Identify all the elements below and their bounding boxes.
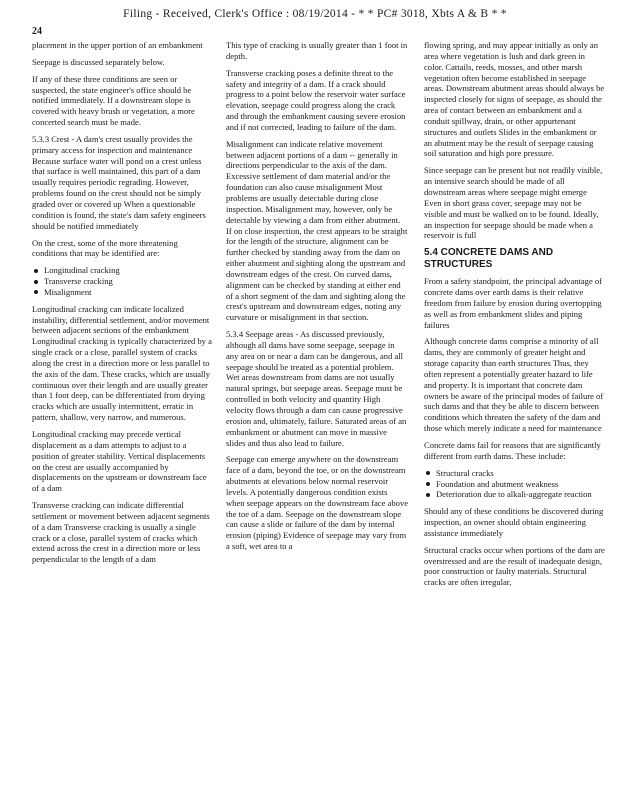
paragraph: Seepage is discussed separately below.	[32, 56, 165, 67]
failure-reasons-list	[424, 468, 606, 501]
column-3	[424, 40, 606, 594]
paragraph: Should any of these conditions be discovered during inspection, an owner should obtain engineering assistance immediately	[424, 506, 604, 538]
paragraph: Concrete dams fail for reasons that are significantly different from earth dams. These include:	[424, 440, 601, 461]
list-item: Misalignment	[32, 287, 214, 298]
paragraph: Seepage can emerge anywhere on the downstream face of a dam, beyond the toe, or on the downstream abutments at elevations below normal reservoir levels. A potentially dangerous condition exists when seepage appears on the downstream face above the toe of a dam. Seepage on the downstream slope can cause a slide or failure of the dam by internal erosion (piping) Evidence of seepage may vary from a soft, wet area to a	[226, 454, 409, 552]
filing-stamp: Filing - Received, Clerk's Office : 08/19/2014 - * * PC# 3018, Xbts A & B * *	[123, 8, 507, 20]
paragraph: Misalignment can indicate relative movement between adjacent portions of a dam -- generally in directions perpendicular to the axis of the dam. Excessive settlement of dam material and/or the foundation can also cause misalignment Most problems are usually detectable during close inspection. Misalignment may, however, only be detectable by viewing a dam from either abutment. If on close inspection, the crest appears to be straight for the length of the structure, alignment can be further checked by standing away from the dam on either abutment and sighting along the upstream and downstream edges of the crest. On curved dams, alignment can be checked by standing at either end of a short segment of the dam and sighting along the crest's upstream and downstream edges, noting any curvature or misalignment in that section.	[226, 138, 408, 323]
list-item: Deterioration due to alkali-aggregate reaction	[424, 489, 606, 500]
crest-conditions-list	[32, 265, 214, 298]
paragraph: flowing spring, and may appear initially as only an area where vegetation is lush and dark green in color. Cattails, reeds, mosses, and other marsh vegetation often become established in seepage areas. Downstream abutment areas should always be inspected closely for signs of seepage, as should the area of contact between an embankment and a conduit spillway, drain, or other appurtenant structures and outlets Slides in the embankment or an abutment may be the result of seepage causing soil saturation and high pore pressure.	[424, 40, 605, 159]
paragraph: On the crest, some of the more threatening conditions that may be identified are:	[32, 237, 178, 259]
paragraph: Although concrete dams comprise a minority of all dams, they are commonly of greater height and storage capacity than earth structures Thus, they often represent a potentially greater hazard to life and property. It is important that concrete dam owners be aware of the principal modes of failure of such dams and that they be able to discern between conditions which threaten the safety of the dam and those which merely indicate a need for maintenance	[424, 336, 604, 434]
column-2	[226, 40, 408, 558]
paragraph: From a safety standpoint, the principal advantage of concrete dams over earth dams is their relative freedom from failure by erosion during overtopping as well as from embankment slides and piping failures	[424, 276, 603, 330]
column-1	[32, 40, 214, 571]
paragraph: Longitudinal cracking may precede vertical displacement as a dam attempts to adjust to a position of greater stability. Vertical displacements on the crest are usually accompanied by displacements on the upstream or downstream face of a dam	[32, 429, 207, 494]
section-seepage: 5.3.4 Seepage areas - As discussed previously, although all dams have some seepage, seepage in any area on or near a dam can be dangerous, and all seepage should be treated as a potential problem. Wet areas downstream from dams are not usually natural springs, but seepage areas. Seepage must be controlled in both velocity and quantity High velocity flows through a dam can cause progressive erosion and, ultimately, failure. Saturated areas of an embankment or abutment can move in massive slides and thus also lead to failure.	[226, 329, 407, 448]
paragraph: If any of these three conditions are seen or suspected, the state engineer's office should be notified immediately. If a downstream slope is covered with heavy brush or vegetation, a more concerted search must be made.	[32, 73, 195, 128]
paragraph: Longitudinal cracking can indicate localized instability, differential settlement, and/or movement between adjacent sections of the embankment Longitudinal cracking is typically characterized by a single crack or a close, parallel system of cracks along the crest in a direction more or less parallel to the axis of the dam. These cracks, which are usually continuous over their length and are usually greater than 1 foot deep, can be differentiated from drying cracks which are usually intermittent, erratic in pattern, shallow, very narrow, and numerous.	[32, 303, 212, 423]
page-number: 24	[32, 26, 42, 37]
list-item: Longitudinal cracking	[32, 265, 214, 276]
section-crest: 5.3.3 Crest - A dam's crest usually provides the primary access for inspection and maintenance Because surface water will pond on a crest unless that surface is well maintained, this part of a dam usually requires periodic regrading. However, problems found on the crest should not be simply graded over or covered up When a questionable condition is found, the state's dam safety engineers should be notified immediately	[32, 133, 206, 231]
paragraph: Structural cracks occur when portions of the dam are overstressed and are the result of inadequate design, poor construction or faulty materials. Structural cracks are often irregular,	[424, 544, 605, 588]
paragraph: Transverse cracking can indicate differential settlement or movement between adjacent segments of a dam Transverse cracking is usually a single crack or a close, parallel system of cracks which extend across the crest in a direction more or less perpendicular to the length of a dam	[32, 500, 210, 565]
paragraph: Since seepage can be present but not readily visible, an intensive search should be made of all downstream areas where seepage might emerge Even in short grass cover, seepage may not be visible and must be walked on to be found. Ideally, an inspection for seepage should be made when a reservoir is full	[424, 165, 603, 241]
list-item: Structural cracks	[424, 468, 606, 479]
paragraph: placement in the upper portion of an embankment	[32, 40, 203, 50]
paragraph: Transverse cracking poses a definite threat to the safety and integrity of a dam. If a crack should progress to a point below the reservoir water surface elevation, seepage could progress along the crack and through the embankment causing severe erosion and if not corrected, leading to failure of the dam.	[226, 67, 406, 132]
paragraph: This type of cracking is usually greater than 1 foot in depth.	[226, 40, 408, 61]
list-item: Foundation and abutment weakness	[424, 479, 606, 490]
section-heading: 5.4 CONCRETE DAMS AND STRUCTURES	[424, 247, 554, 271]
list-item: Transverse cracking	[32, 276, 214, 287]
